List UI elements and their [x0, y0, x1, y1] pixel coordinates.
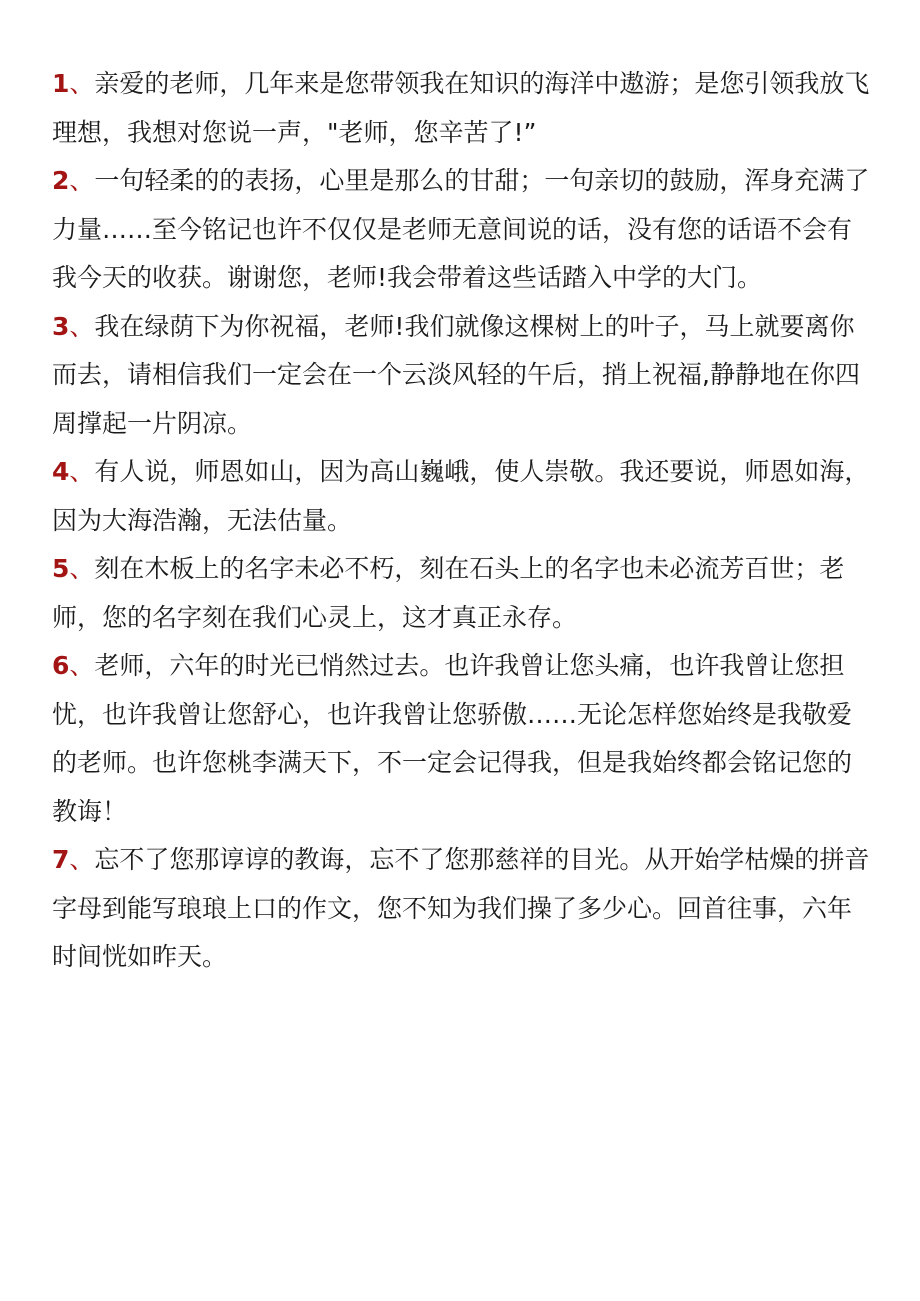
entry-number: 6 — [52, 651, 70, 680]
entry-2 — [52, 157, 872, 303]
entry-number: 5 — [52, 554, 70, 583]
entry-text: 老师，六年的时光已悄然过去。也许我曾让您头痛，也许我曾让您担忧，也许我曾让您舒心，也许我曾让您骄傲……无论怎样您始终是我敬爱的老师。也许您桃李满天下，不一定会记得我，但是我始终都会铭记您的教诲！ — [52, 651, 853, 826]
entry-number: 3 — [52, 311, 70, 341]
entry-separator: 、 — [69, 651, 95, 680]
entry-number: 2 — [52, 166, 70, 195]
entry-text: 忘不了您那谆谆的教诲，忘不了您那慈祥的目光。从开始学枯燥的拼音字母到能写琅琅上口的作文，您不知为我们操了多少心。回首往事，六年时间恍如昨天。 — [52, 845, 870, 971]
entry-text: 有人说，师恩如山，因为高山巍峨，使人崇敬。我还要说，师恩如海，因为大海浩瀚，无法估量。 — [52, 457, 870, 535]
entry-text: 一句轻柔的的表扬，心里是那么的甘甜；一句亲切的鼓励，浑身充满了力量……至今铭记也许不仅仅是老师无意间说的话，没有您的话语不会有我今天的收获。谢谢您，老师!我会带着这些话踏入中学的大门。 — [52, 166, 870, 292]
entry-text: 亲爱的老师，几年来是您带领我在知识的海洋中遨游；是您引领我放飞理想，我想对您说一声，"老师，您辛苦了!” — [52, 69, 870, 147]
entry-number: 7 — [52, 845, 70, 874]
entry-text: 我在绿荫下为你祝福，老师!我们就像这棵树上的叶子，马上就要离你而去，请相信我们一定会在一个云淡风轻的午后，捎上祝福,静静地在你四周撑起一片阴凉。 — [52, 311, 860, 438]
entry-number: 1 — [52, 69, 70, 98]
entry-separator: 、 — [69, 166, 95, 195]
entry-5 — [52, 545, 872, 642]
entry-6 — [52, 642, 872, 836]
entry-separator: 、 — [69, 311, 95, 341]
entry-separator: 、 — [69, 554, 95, 583]
entry-separator: 、 — [69, 845, 95, 874]
entry-number: 4 — [52, 457, 70, 486]
entry-separator: 、 — [69, 69, 95, 98]
entry-7 — [52, 836, 872, 982]
entry-4 — [52, 448, 872, 545]
entry-1 — [52, 60, 872, 157]
entry-text: 刻在木板上的名字未必不朽，刻在石头上的名字也未必流芳百世；老师，您的名字刻在我们心灵上，这才真正永存。 — [52, 554, 845, 632]
entry-separator: 、 — [69, 457, 95, 486]
entry-3 — [52, 303, 872, 449]
